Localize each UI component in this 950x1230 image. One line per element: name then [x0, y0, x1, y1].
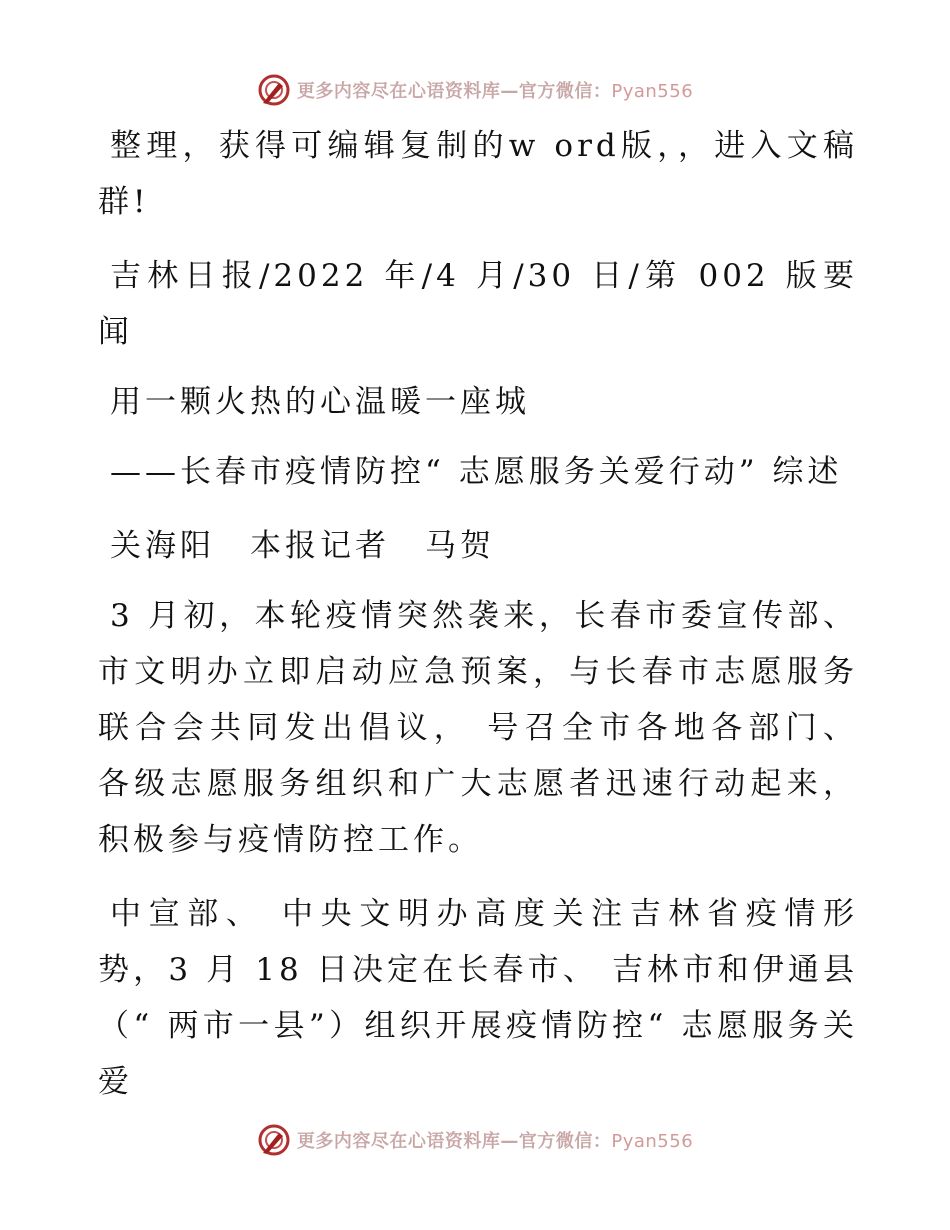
watermark-text: 更多内容尽在心语资料库—官方微信：Pyan556 — [296, 81, 694, 102]
article-subtitle: ——长春市疫情防控“ 志愿服务关爱行动” 综述 — [110, 454, 843, 490]
source-line: 吉林日报/2022 年/4 月/30 日/第 002 版要闻 — [98, 258, 858, 350]
pen-logo-icon — [257, 1123, 291, 1157]
document-body — [98, 118, 858, 1128]
header-watermark — [0, 70, 950, 110]
article-title: 用一颗火热的心温暖一座城 — [110, 384, 530, 420]
byline: 关海阳 本报记者 马贺 — [110, 528, 495, 564]
footer-watermark — [0, 1120, 950, 1160]
pen-logo-icon — [257, 73, 291, 107]
body-paragraph-2: 中宣部、 中央文明办高度关注吉林省疫情形势，3 月 18 日决定在长春市、 吉林市和伊通县 （“ 两市一县”）组织开展疫情防控“ 志愿服务关爱 — [98, 896, 858, 1100]
body-paragraph-1: 3 月初，本轮疫情突然袭来，长春市委宣传部、市文明办立即启动应急预案，与长春市志愿服务联合会共同发出倡议， 号召全市各地各部门、 各级志愿服务组织和广大志愿者迅速行动起来，积极参与疫情防控工作。 — [98, 598, 858, 858]
intro-note: 整理，获得可编辑复制的w ord版，，进入文稿群! — [98, 128, 858, 220]
watermark-text: 更多内容尽在心语资料库—官方微信：Pyan556 — [296, 1131, 694, 1152]
